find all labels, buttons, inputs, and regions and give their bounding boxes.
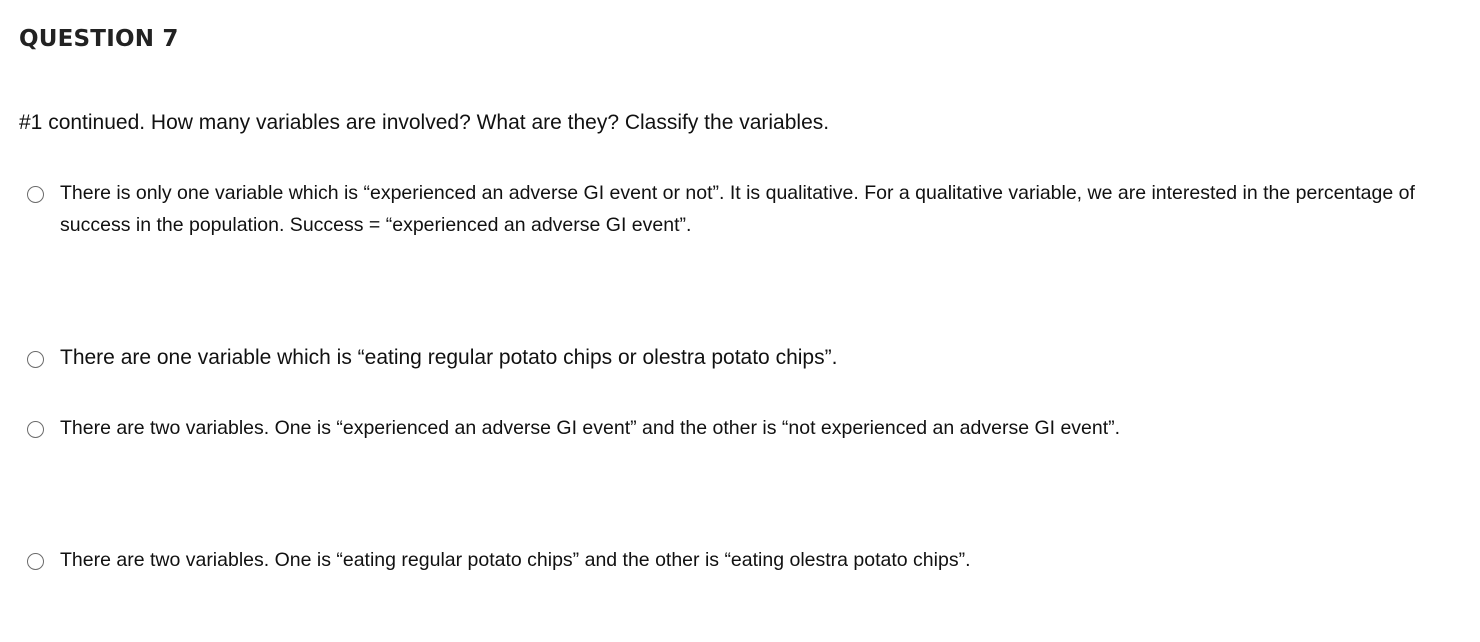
question-prompt: #1 continued. How many variables are involved? What are they? Classify the variables. [19, 111, 830, 134]
answer-option-4-label: There are two variables. One is “eating regular potato chips” and the other is “eating olestra potato chips”. [60, 549, 971, 571]
answer-option-3-label: There are two variables. One is “experienced an adverse GI event” and the other is “not experienced an adverse GI event”. [60, 417, 1121, 439]
answer-option-2[interactable] [27, 346, 837, 374]
radio-button-3[interactable] [27, 421, 44, 438]
answer-option-1[interactable] [27, 181, 1447, 241]
answer-option-4[interactable] [27, 548, 971, 576]
answer-option-1-label: There is only one variable which is “experienced an adverse GI event or not”. It is qualitative. For a qualitative variable, we are interested in the percentage of success in the population. Success = “experienced an adverse GI event”. [60, 182, 1415, 236]
radio-button-2[interactable] [27, 351, 44, 368]
question-title: QUESTION 7 [19, 26, 179, 52]
radio-button-1[interactable] [27, 186, 44, 203]
answer-option-3[interactable] [27, 416, 1120, 444]
radio-button-4[interactable] [27, 553, 44, 570]
answer-option-2-label: There are one variable which is “eating regular potato chips or olestra potato chips”. [60, 346, 838, 369]
